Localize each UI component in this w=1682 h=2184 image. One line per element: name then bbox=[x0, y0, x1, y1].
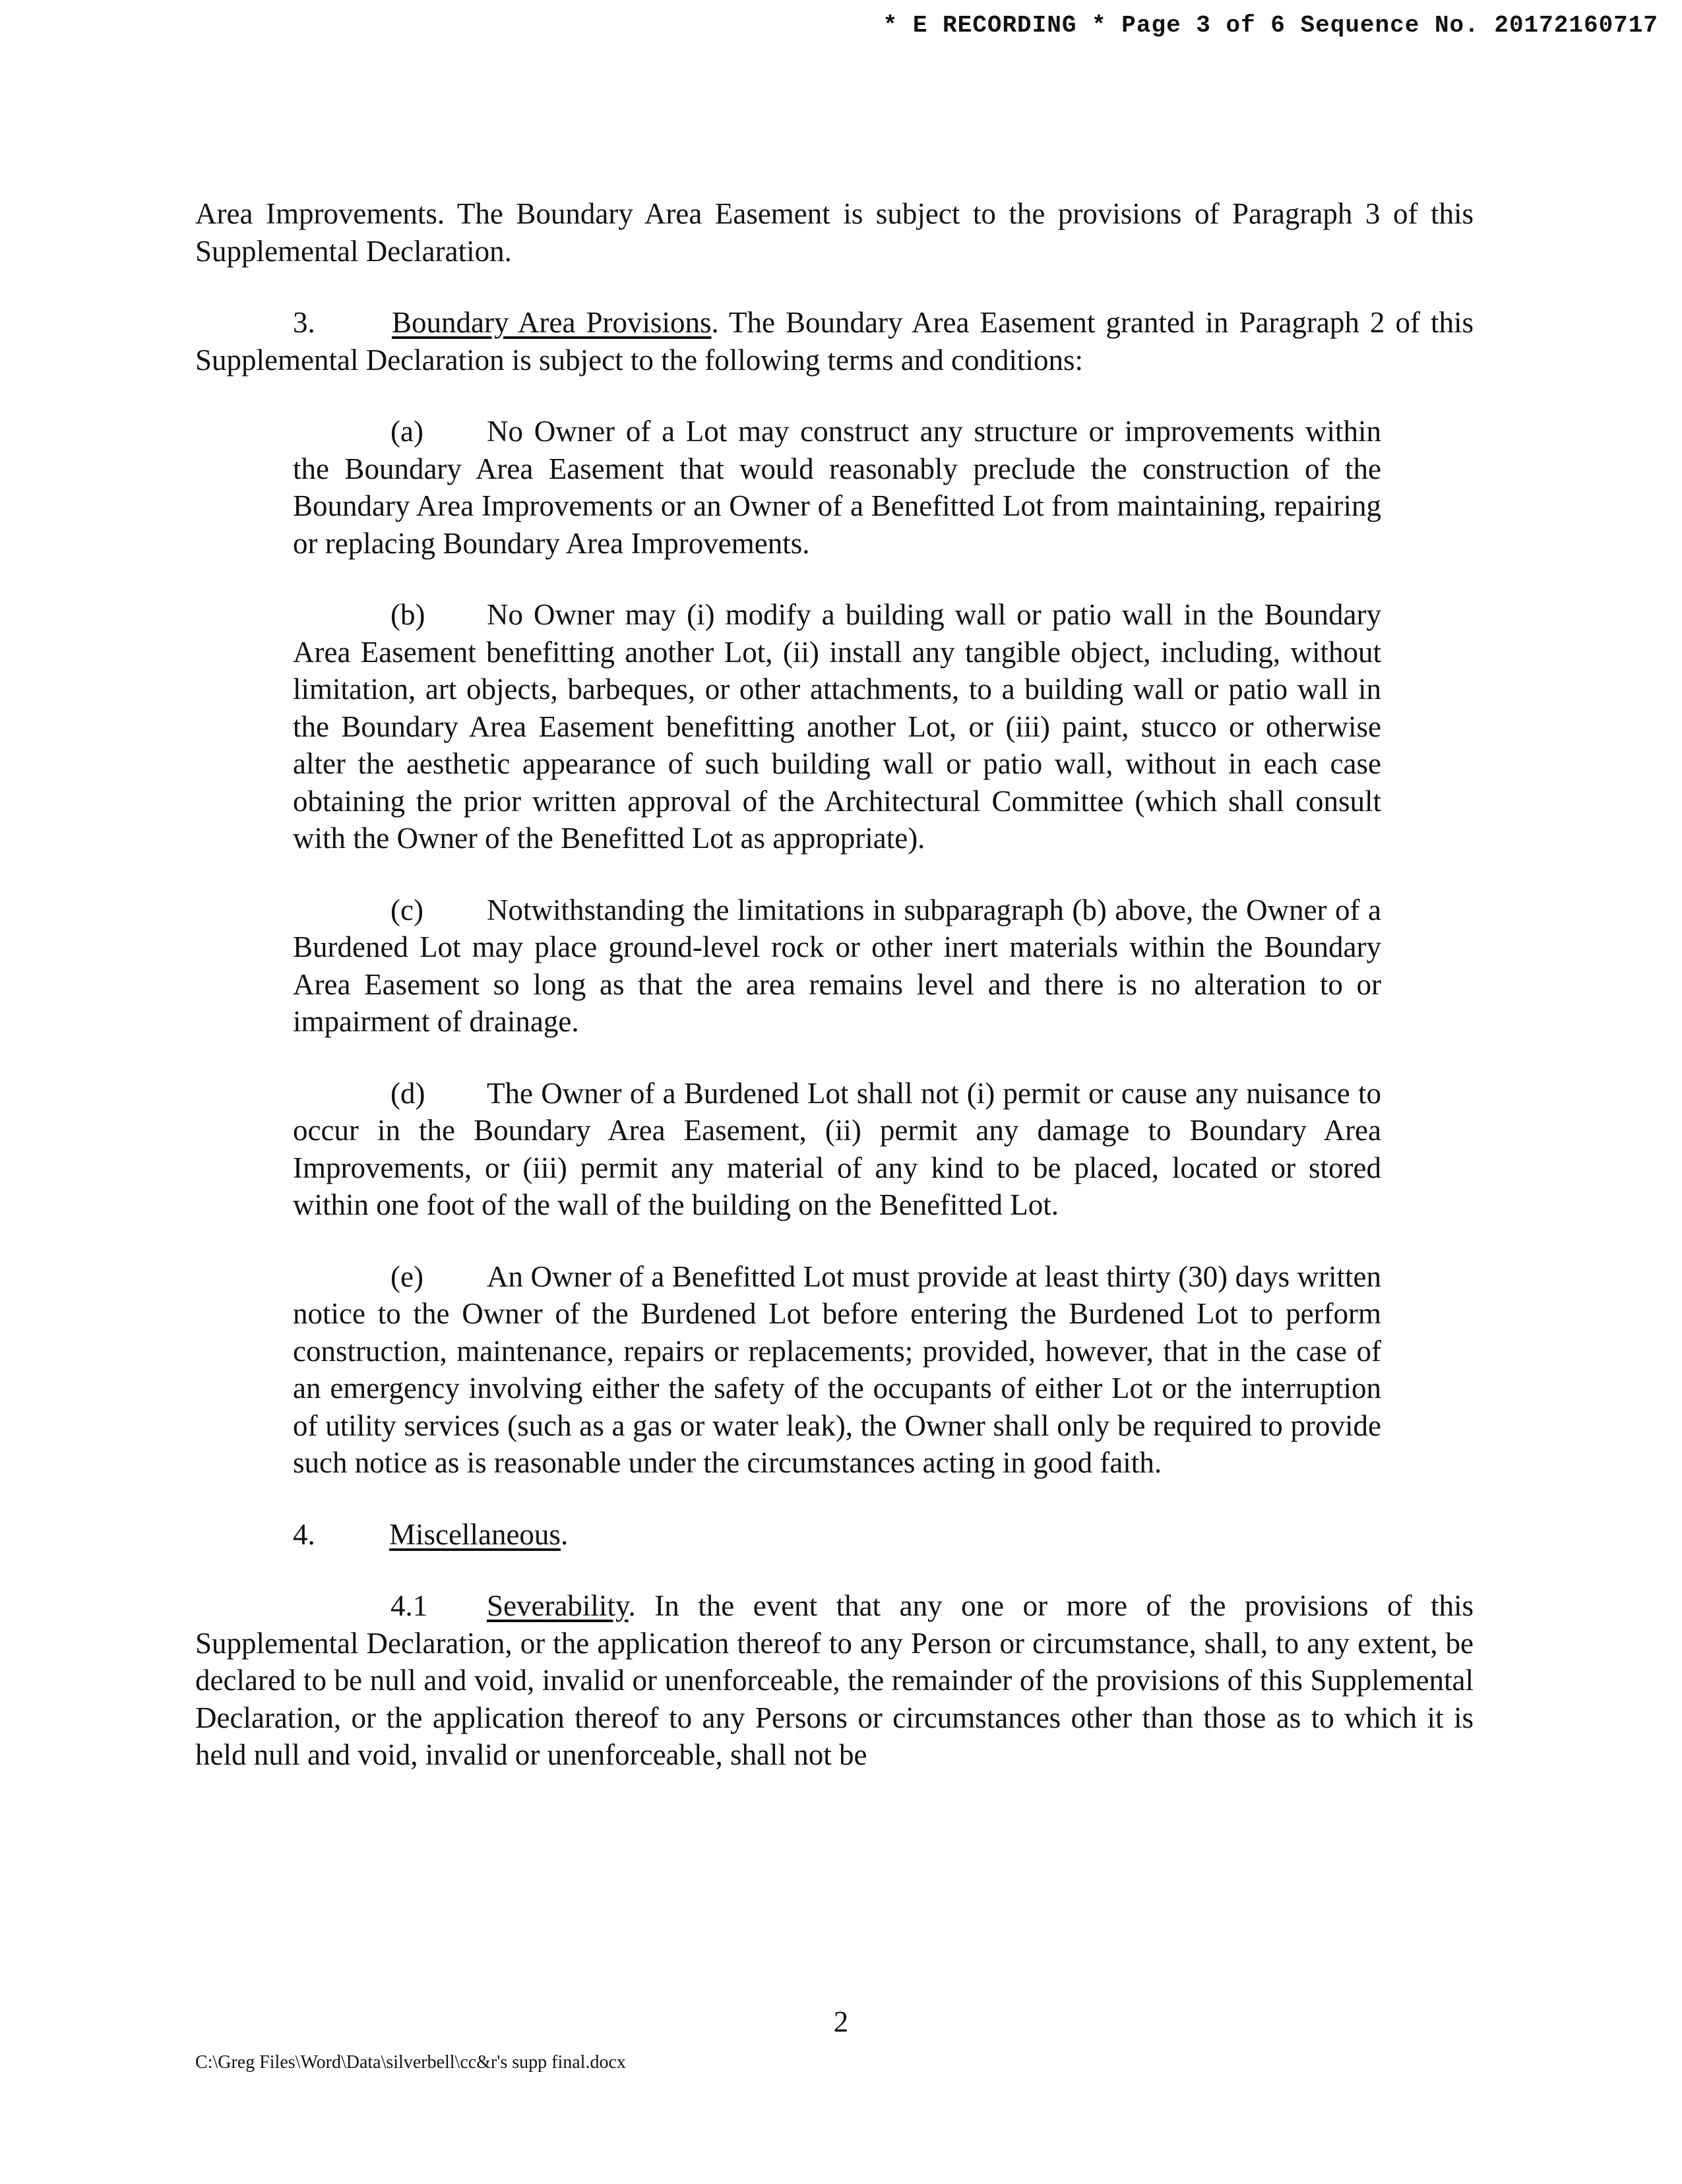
file-path-footer: C:\Greg Files\Word\Data\silverbell\cc&r's supp final.docx bbox=[195, 2052, 626, 2073]
recording-stamp: * E RECORDING * Page 3 of 6 Sequence No. 20172160717 bbox=[883, 12, 1658, 39]
subparagraph-label: (a) bbox=[390, 415, 423, 448]
subparagraph-label: (e) bbox=[390, 1259, 423, 1293]
subparagraph-b bbox=[195, 596, 1474, 857]
section-3-heading: Boundary Area Provisions bbox=[392, 306, 712, 339]
subparagraph-text: An Owner of a Benefitted Lot must provide at least thirty (30) days written notice to the Owner of the Burdened Lot before entering the Burdened Lot to perform construction, maintenance, repairs or replacements; provided, however, that in the case of an emergency involving either the safety of the occupants of either Lot or the interruption of utility services (such as a gas or water leak), the Owner shall only be required to provide such notice as is reasonable under the circumstances acting in good faith. bbox=[293, 1259, 1381, 1479]
document-body bbox=[195, 195, 1474, 1774]
subparagraph-a bbox=[195, 413, 1474, 562]
section-4-heading: Miscellaneous bbox=[389, 1517, 561, 1551]
subparagraph-label: (d) bbox=[390, 1076, 425, 1110]
subparagraph-label: (b) bbox=[390, 598, 425, 631]
section-4-heading-line bbox=[195, 1516, 1474, 1554]
section-3-text: . The Boundary Area Easement granted in Paragraph 2 of this Supplemental Declaration is subject to the following terms and conditions: bbox=[195, 306, 1474, 377]
section-4-1-paragraph bbox=[195, 1587, 1474, 1774]
subparagraph-label: (c) bbox=[390, 893, 423, 926]
subparagraph-d bbox=[195, 1075, 1474, 1224]
section-4-1-number: 4.1 bbox=[390, 1589, 428, 1622]
page-number: 2 bbox=[833, 2005, 849, 2038]
section-3-number: 3. bbox=[293, 306, 315, 339]
section-4-period: . bbox=[560, 1517, 569, 1551]
subparagraph-c bbox=[195, 892, 1474, 1041]
section-4-1-text: . In the event that any one or more of the provisions of this Supplemental Declaration, or the application thereof to any Person or circumstance, shall, to any extent, be declared to be null and void, invalid or unenforceable, the remainder of the provisions of this Supplemental Declaration, or the application thereof to any Persons or circumstances other than those as to which it is held null and void, invalid or unenforceable, shall not be bbox=[195, 1589, 1474, 1771]
subparagraph-text: Notwithstanding the limitations in subparagraph (b) above, the Owner of a Burdened Lot may place ground-level rock or other inert materials within the Boundary Area Easement so long as that the area remains level and there is no alteration to or impairment of drainage. bbox=[293, 893, 1381, 1038]
subparagraph-text: No Owner may (i) modify a building wall or patio wall in the Boundary Area Easement benefitting another Lot, (ii) install any tangible object, including, without limitation, art objects, barbeques, or other attachments, to a building wall or patio wall in the Boundary Area Easement benefitting another Lot, or (iii) paint, stucco or otherwise alter the aesthetic appearance of such building wall or patio wall, without in each case obtaining the prior written approval of the Architectural Committee (which shall consult with the Owner of the Benefitted Lot as appropriate). bbox=[293, 598, 1381, 855]
intro-paragraph: Area Improvements. The Boundary Area Easement is subject to the provisions of Paragraph 3 of this Supplemental Declaration. bbox=[195, 197, 1474, 268]
subparagraph-text: The Owner of a Burdened Lot shall not (i) permit or cause any nuisance to occur in the Boundary Area Easement, (ii) permit any damage to Boundary Area Improvements, or (iii) permit any material of any kind to be placed, located or stored within one foot of the wall of the building on the Benefitted Lot. bbox=[293, 1076, 1381, 1221]
section-3-paragraph bbox=[195, 304, 1474, 379]
subparagraph-e bbox=[195, 1258, 1474, 1482]
section-4-1-heading: Severability bbox=[487, 1589, 629, 1622]
section-4-number: 4. bbox=[293, 1517, 315, 1551]
subparagraph-text: No Owner of a Lot may construct any structure or improvements within the Boundary Area Easement that would reasonably preclude the construction of the Boundary Area Improvements or an Owner of a Benefitted Lot from maintaining, repairing or replacing Boundary Area Improvements. bbox=[293, 415, 1381, 560]
